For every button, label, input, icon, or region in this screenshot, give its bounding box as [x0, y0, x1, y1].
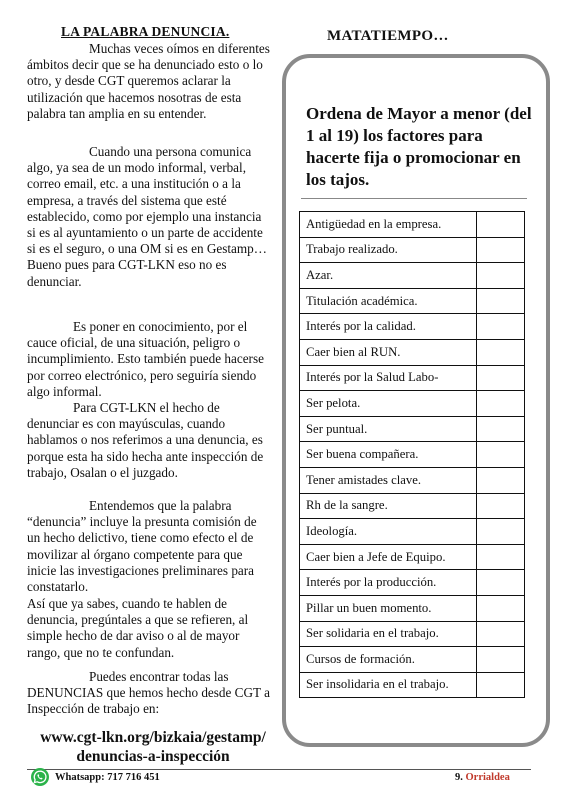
rank-answer-box[interactable] [477, 339, 525, 365]
rank-answer-box[interactable] [477, 442, 525, 468]
factor-label: Rh de la sangre. [300, 493, 477, 519]
article-paragraph-1: Muchas veces oímos en diferentes ámbitos decir que se ha denunciado esto o lo otro, y desde CGT queremos aclarar la utilización que hacemos nosotras de esta palabra tan amplia en su entender. [27, 41, 270, 121]
rank-answer-box[interactable] [477, 263, 525, 289]
factor-row [300, 493, 525, 519]
matatiempo-title: MATATIEMPO… [327, 28, 449, 44]
article-paragraph-6: Así que ya sabes, cuando te hablen de denuncia, pregúntales a que se refieren, al simple hecho de dar aviso o al de mayor rango, que no te confundan. [27, 596, 249, 660]
matatiempo-question: Ordena de Mayor a menor (del 1 al 19) los factores para hacerte fija o promocionar en los tajos. [306, 104, 532, 189]
factor-label: Antigüedad en la empresa. [300, 212, 477, 238]
factor-label: Pillar un buen momento. [300, 595, 477, 621]
article-paragraph-3: Es poner en conocimiento, por el cauce oficial, de una situación, peligro o incumplimiento. Esto también puede hacerse por correo electrónico, pero seguiría siendo algo informal. [27, 319, 264, 399]
factor-row [300, 391, 525, 417]
factor-row [300, 365, 525, 391]
factor-row [300, 416, 525, 442]
factor-row [300, 519, 525, 545]
url-line-1: www.cgt-lkn.org/bizkaia/gestamp/ [40, 729, 266, 746]
factor-row [300, 621, 525, 647]
rank-answer-box[interactable] [477, 212, 525, 238]
factor-label: Ser pelota. [300, 391, 477, 417]
rank-answer-box[interactable] [477, 570, 525, 596]
divider [301, 198, 527, 199]
footer-rule [27, 769, 531, 770]
factor-label: Caer bien a Jefe de Equipo. [300, 544, 477, 570]
rank-answer-box[interactable] [477, 314, 525, 340]
rank-answer-box[interactable] [477, 621, 525, 647]
whatsapp-number: Whatsapp: 717 716 451 [55, 772, 160, 783]
factor-label: Ser buena compañera. [300, 442, 477, 468]
article-paragraph-5: Entendemos que la palabra “denuncia” incluye la presunta comisión de un hecho delictivo, tiene como efecto el de movilizar al órgano competente para que inicie las investigaciones preliminares para constatarlo. [27, 498, 257, 595]
factor-row [300, 595, 525, 621]
factor-row [300, 263, 525, 289]
rank-answer-box[interactable] [477, 544, 525, 570]
factor-row [300, 467, 525, 493]
factor-label: Caer bien al RUN. [300, 339, 477, 365]
factor-label: Titulación académica. [300, 288, 477, 314]
factor-label: Ser puntual. [300, 416, 477, 442]
factor-row [300, 442, 525, 468]
rank-answer-box[interactable] [477, 672, 525, 698]
page-number-value: 9. [455, 772, 463, 783]
whatsapp-icon [31, 768, 49, 786]
factor-row [300, 314, 525, 340]
factors-table [299, 211, 525, 698]
factor-label: Ideología. [300, 519, 477, 545]
rank-answer-box[interactable] [477, 391, 525, 417]
article-paragraph-7: Puedes encontrar todas las DENUNCIAS que hemos hecho desde CGT a Inspección de trabajo en: [27, 669, 270, 717]
factor-row [300, 570, 525, 596]
rank-answer-box[interactable] [477, 365, 525, 391]
factor-label: Interés por la Salud Labo- [300, 365, 477, 391]
factor-row [300, 672, 525, 698]
factor-row [300, 647, 525, 673]
rank-answer-box[interactable] [477, 237, 525, 263]
rank-answer-box[interactable] [477, 647, 525, 673]
factor-label: Cursos de formación. [300, 647, 477, 673]
page-section-label: Orrialdea [465, 772, 510, 783]
rank-answer-box[interactable] [477, 595, 525, 621]
factor-label: Trabajo realizado. [300, 237, 477, 263]
rank-answer-box[interactable] [477, 416, 525, 442]
factor-label: Interés por la calidad. [300, 314, 477, 340]
article-paragraph-2: Cuando una persona comunica algo, ya sea de un modo informal, verbal, correo email, etc. a una institución o a la empresa, a través del sistema que esté establecido, como por ejemplo una instancia si es al ayuntamiento o un parte de accidente si es el seguro, o una OM si es en Gestamp… Bueno pues para CGT-LKN eso no es denunciar. [27, 144, 267, 289]
factor-row [300, 544, 525, 570]
factor-row [300, 339, 525, 365]
factor-label: Azar. [300, 263, 477, 289]
factor-row [300, 288, 525, 314]
page-number [455, 772, 510, 783]
factor-label: Ser solidaria en el trabajo. [300, 621, 477, 647]
rank-answer-box[interactable] [477, 467, 525, 493]
rank-answer-box[interactable] [477, 493, 525, 519]
rank-answer-box[interactable] [477, 519, 525, 545]
denuncias-url[interactable] [30, 728, 276, 766]
rank-answer-box[interactable] [477, 288, 525, 314]
article-title: LA PALABRA DENUNCIA. [61, 24, 230, 39]
article-paragraph-4: Para CGT-LKN el hecho de denunciar es con mayúsculas, cuando hablamos o nos referimos a una denuncia, es porque esta ha sido hecha ante inspección de trabajo, Osalan o el juzgado. [27, 400, 264, 480]
factor-label: Ser insolidaria en el trabajo. [300, 672, 477, 698]
factor-label: Interés por la producción. [300, 570, 477, 596]
factor-row [300, 237, 525, 263]
url-line-2: denuncias-a-inspección [76, 748, 230, 765]
factor-row [300, 212, 525, 238]
factor-label: Tener amistades clave. [300, 467, 477, 493]
